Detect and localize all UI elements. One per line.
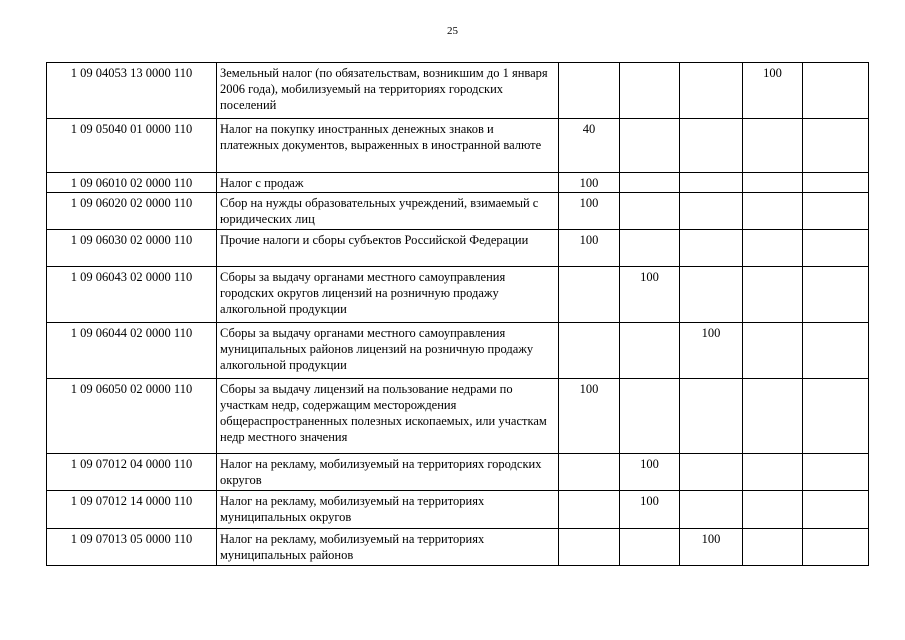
share-cell — [743, 529, 803, 566]
kbk-code-cell: 1 09 06030 02 0000 110 — [47, 230, 217, 267]
share-cell — [803, 267, 869, 323]
share-cell — [620, 379, 680, 454]
table-row — [47, 193, 869, 230]
revenue-distribution-table — [46, 62, 869, 566]
share-cell — [680, 267, 743, 323]
share-cell — [803, 230, 869, 267]
share-cell — [559, 323, 620, 379]
share-cell — [620, 193, 680, 230]
kbk-code-cell: 1 09 07013 05 0000 110 — [47, 529, 217, 566]
share-cell — [803, 323, 869, 379]
table-row — [47, 454, 869, 491]
share-cell — [803, 173, 869, 193]
share-cell — [680, 230, 743, 267]
share-cell: 100 — [559, 193, 620, 230]
share-cell — [743, 323, 803, 379]
share-cell — [559, 63, 620, 119]
share-cell: 100 — [620, 491, 680, 529]
share-cell: 100 — [559, 230, 620, 267]
table-row — [47, 491, 869, 529]
share-cell — [620, 529, 680, 566]
share-cell — [803, 379, 869, 454]
share-cell — [743, 454, 803, 491]
kbk-code-cell: 1 09 06043 02 0000 110 — [47, 267, 217, 323]
table-row — [47, 267, 869, 323]
share-cell: 100 — [680, 529, 743, 566]
page-number: 25 — [447, 25, 458, 37]
table-row — [47, 529, 869, 566]
table-row — [47, 119, 869, 173]
share-cell: 40 — [559, 119, 620, 173]
kbk-code-cell: 1 09 06050 02 0000 110 — [47, 379, 217, 454]
share-cell — [803, 63, 869, 119]
kbk-code-cell: 1 09 07012 04 0000 110 — [47, 454, 217, 491]
kbk-code-cell: 1 09 06044 02 0000 110 — [47, 323, 217, 379]
share-cell — [559, 529, 620, 566]
share-cell — [803, 529, 869, 566]
share-cell — [620, 230, 680, 267]
share-cell — [559, 491, 620, 529]
share-cell — [803, 119, 869, 173]
revenue-name-cell: Налог на рекламу, мобилизуемый на территориях городских округов — [217, 454, 559, 491]
share-cell — [743, 119, 803, 173]
share-cell — [680, 454, 743, 491]
share-cell — [680, 491, 743, 529]
share-cell — [620, 63, 680, 119]
revenue-name-cell: Сборы за выдачу органами местного самоуправления муниципальных районов лицензий на розничную продажу алкогольной продукции — [217, 323, 559, 379]
share-cell — [743, 193, 803, 230]
share-cell — [743, 173, 803, 193]
share-cell: 100 — [680, 323, 743, 379]
revenue-name-cell: Налог с продаж — [217, 173, 559, 193]
kbk-code-cell: 1 09 05040 01 0000 110 — [47, 119, 217, 173]
revenue-name-cell: Прочие налоги и сборы субъектов Российской Федерации — [217, 230, 559, 267]
table-row — [47, 173, 869, 193]
share-cell — [620, 323, 680, 379]
share-cell — [680, 63, 743, 119]
share-cell — [559, 454, 620, 491]
share-cell — [620, 173, 680, 193]
share-cell — [680, 379, 743, 454]
share-cell — [803, 193, 869, 230]
share-cell — [803, 491, 869, 529]
revenue-name-cell: Сбор на нужды образовательных учреждений, взимаемый с юридических лиц — [217, 193, 559, 230]
table-row — [47, 230, 869, 267]
share-cell — [743, 491, 803, 529]
share-cell — [803, 454, 869, 491]
share-cell: 100 — [620, 267, 680, 323]
kbk-code-cell: 1 09 07012 14 0000 110 — [47, 491, 217, 529]
revenue-name-cell: Сборы за выдачу органами местного самоуправления городских округов лицензий на розничную продажу алкогольной продукции — [217, 267, 559, 323]
revenue-name-cell: Сборы за выдачу лицензий на пользование недрами по участкам недр, содержащим месторождения общераспространенных полезных ископаемых, или участкам недр местного значения — [217, 379, 559, 454]
kbk-code-cell: 1 09 04053 13 0000 110 — [47, 63, 217, 119]
share-cell: 100 — [743, 63, 803, 119]
share-cell — [620, 119, 680, 173]
share-cell — [559, 267, 620, 323]
share-cell: 100 — [559, 173, 620, 193]
table-row — [47, 63, 869, 119]
share-cell — [743, 230, 803, 267]
kbk-code-cell: 1 09 06010 02 0000 110 — [47, 173, 217, 193]
revenue-name-cell: Налог на рекламу, мобилизуемый на территориях муниципальных округов — [217, 491, 559, 529]
share-cell: 100 — [559, 379, 620, 454]
share-cell — [680, 119, 743, 173]
share-cell — [743, 267, 803, 323]
kbk-code-cell: 1 09 06020 02 0000 110 — [47, 193, 217, 230]
table-body — [47, 63, 869, 566]
share-cell: 100 — [620, 454, 680, 491]
revenue-name-cell: Налог на покупку иностранных денежных знаков и платежных документов, выраженных в иностранной валюте — [217, 119, 559, 173]
table-row — [47, 379, 869, 454]
revenue-name-cell: Налог на рекламу, мобилизуемый на территориях муниципальных районов — [217, 529, 559, 566]
share-cell — [680, 193, 743, 230]
share-cell — [743, 379, 803, 454]
revenue-name-cell: Земельный налог (по обязательствам, возникшим до 1 января 2006 года), мобилизуемый на территориях городских поселений — [217, 63, 559, 119]
table-row — [47, 323, 869, 379]
share-cell — [680, 173, 743, 193]
